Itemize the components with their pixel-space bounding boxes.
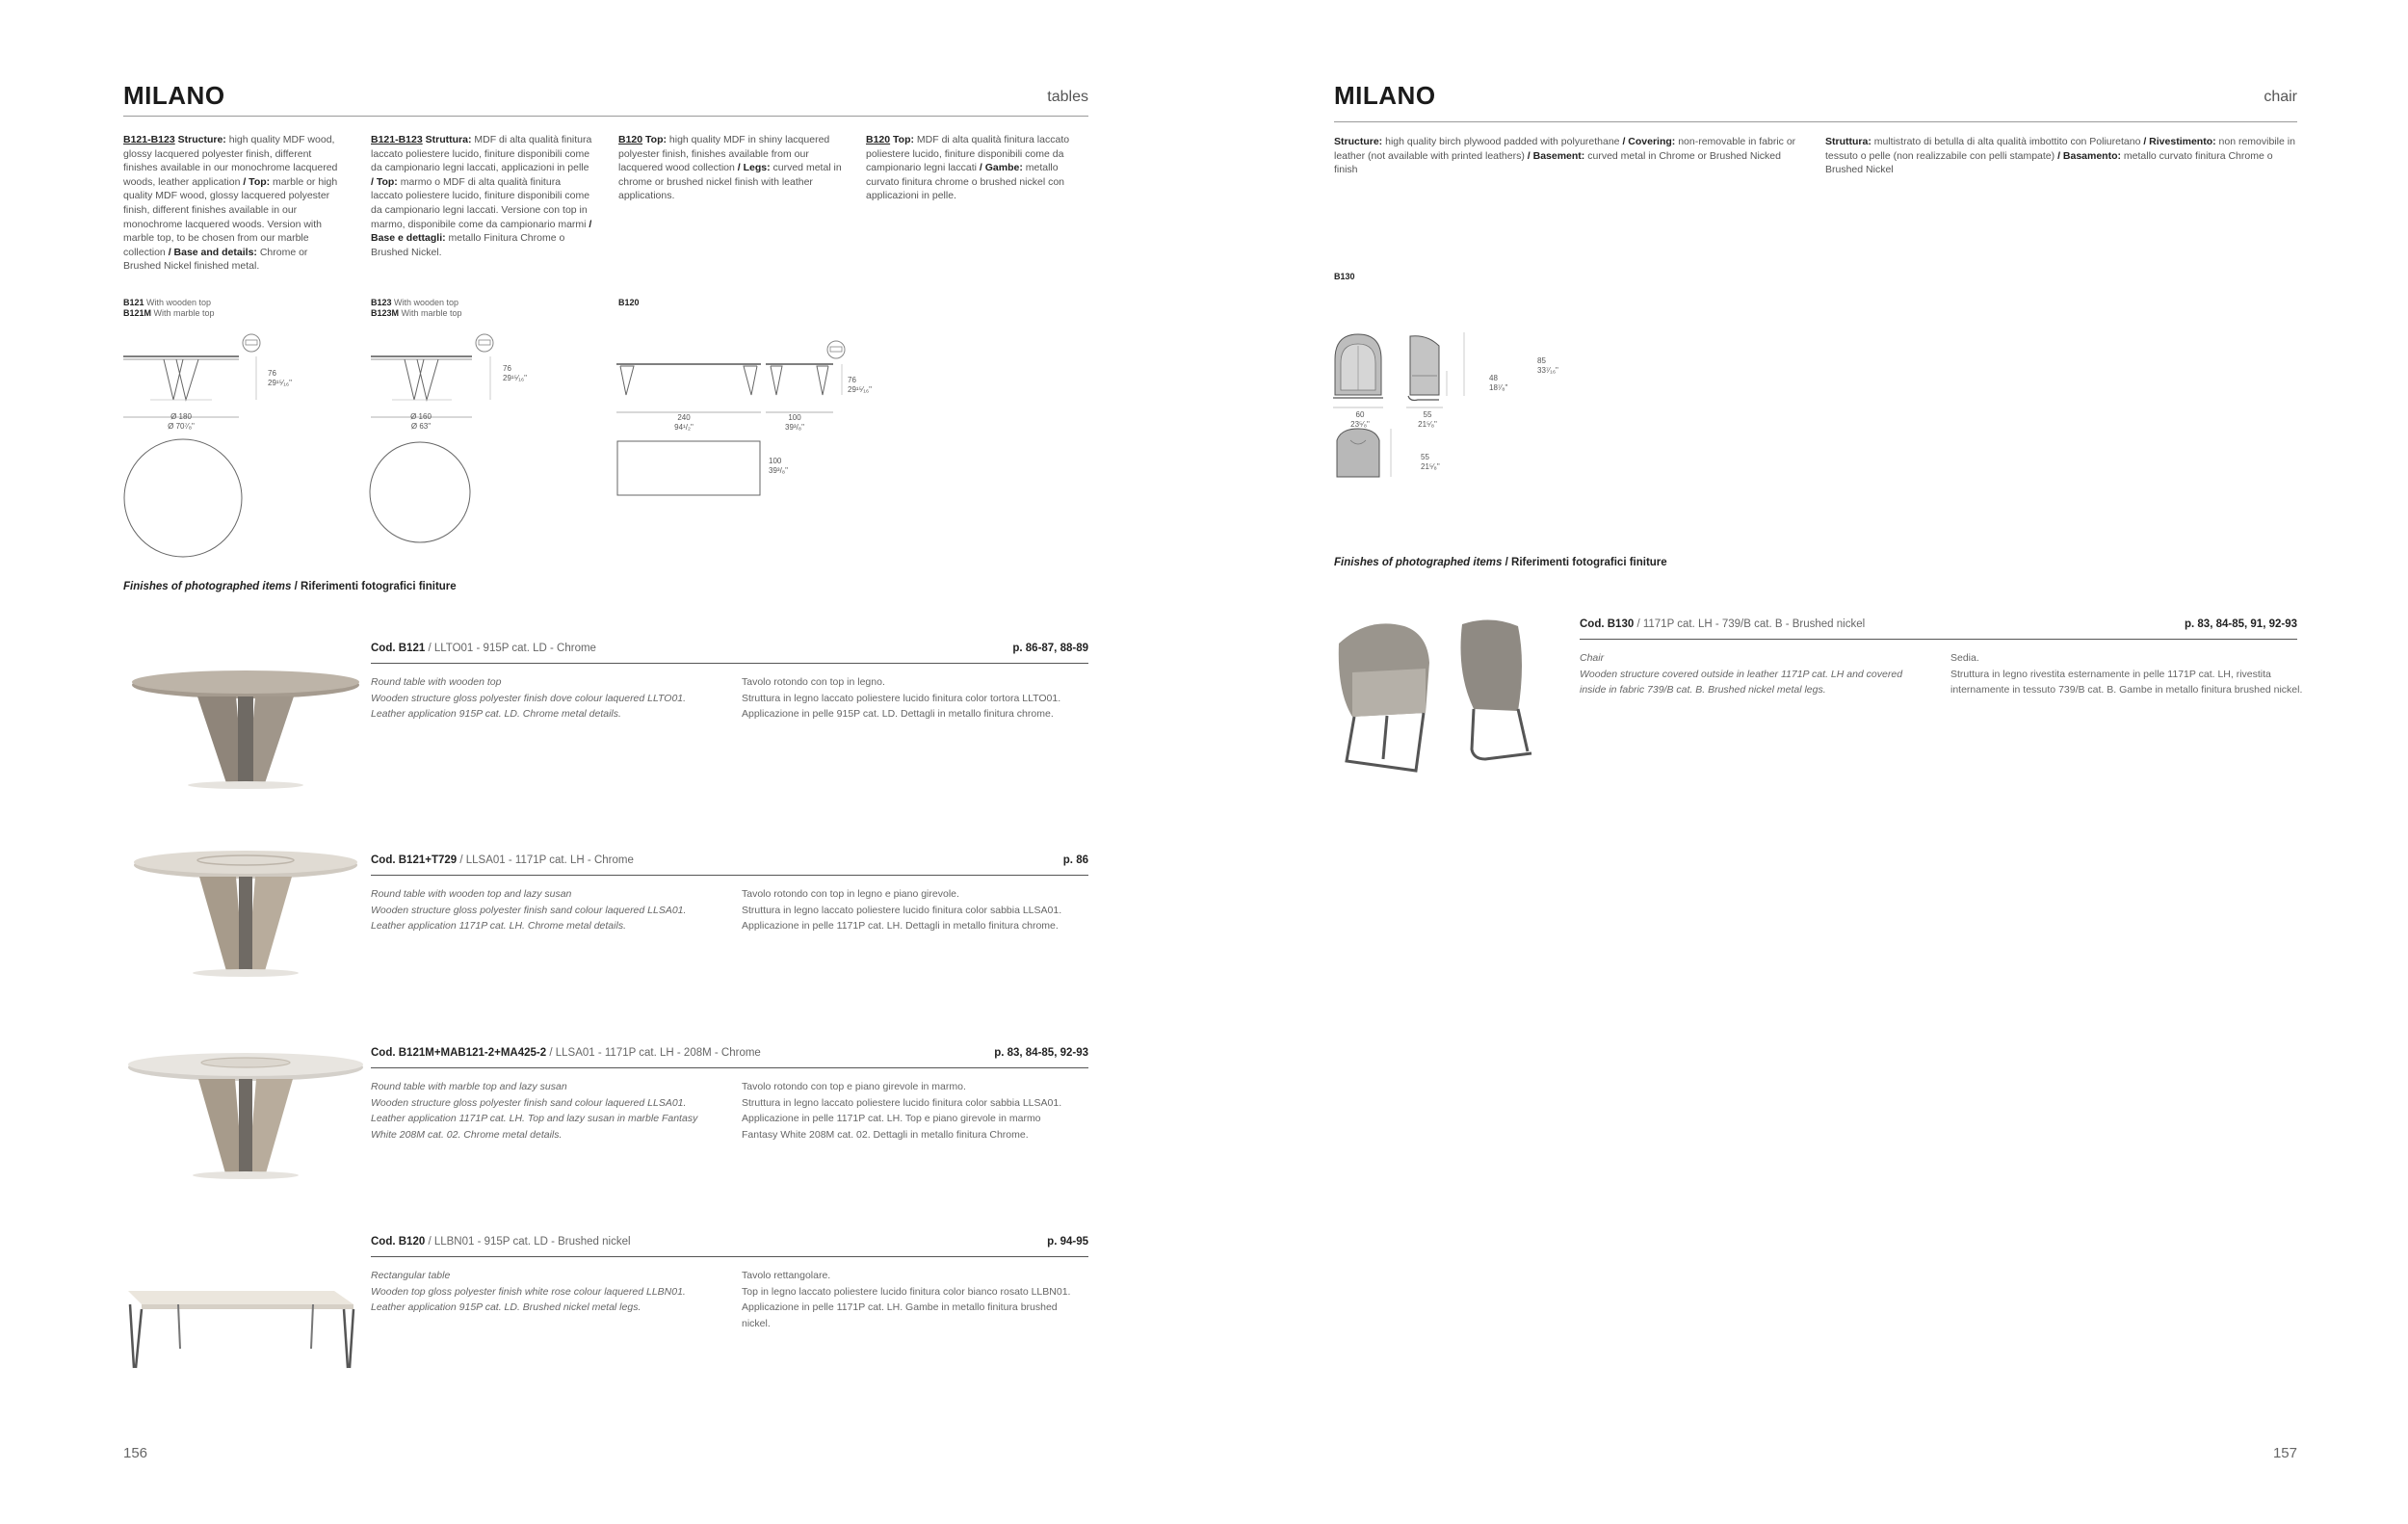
left-page-number: 156 <box>123 1445 148 1461</box>
b121-diameter-dim: Ø 180 Ø 70⁷⁄₈" <box>168 412 195 431</box>
b130-seat-dim: 48 18⁷⁄₈" <box>1489 374 1508 392</box>
b123-diameter-dim: Ø 160 Ø 63" <box>410 412 432 431</box>
item3-it: Tavolo rotondo con top e piano girevole in marmo. Struttura in legno laccato poliestere lucido finitura color sabbia LLSA01. Applicazione in pelle 1171P cat. LH. Top e piano girevole in marmo Fantasy White 208M cat. 02. Dettagli in metallo finitura Chrome. <box>742 1081 1062 1141</box>
right-header-rule <box>1334 121 2297 122</box>
b120-topview-depth-dim: 100 39³/₈" <box>769 457 788 475</box>
right-desc-col1: Structure: high quality birch plywood padded with polyurethane / Covering: non-removable in fabric or leather (not available with printed leathers) / Basement: curved metal in Chrome or Brushed Nicked finish <box>1334 136 1796 176</box>
b120-depth-dim: 100 39³/₈" <box>785 413 804 432</box>
left-desc-col4: B120 Top: MDF di alta qualità finitura laccato poliestere lucido, finiture disponibili come da campionario legni laccati / Gambe: metallo curvato finitura chrome o brushed nickel con applicazioni in pelle. <box>866 134 1070 202</box>
item2-it: Tavolo rotondo con top in legno e piano girevole. Struttura in legno laccato poliestere lucido finitura color sabbia LLSA01. Applicazione in pelle 1171P cat. LH. Dettagli in metallo finitura chrome. <box>742 888 1062 932</box>
right-section-label: chair <box>2264 89 2297 105</box>
item2-en: Round table with wooden top and lazy susan Wooden structure gloss polyester finish sand colour laquered LLSA01. Leather application 1171P cat. LH. Chrome metal details. <box>371 888 687 932</box>
left-desc-col1: B121-B123 Structure: high quality MDF wood, glossy lacquered polyester finish, different finishes available in our monochrome lacquered woods, leather application / Top: marble or high quality MDF wood, glossy lacquered polyester finish, different finishes available in our monochrome lacquered woods. Version with marble top, to be chosen from our marble collection / Base and details: Chrome or Brushed Nickel finished metal. <box>123 134 338 273</box>
b123-label: B123 With wooden top B123M With marble top <box>371 298 462 318</box>
b123-top-view <box>369 441 473 545</box>
item2-rule <box>371 875 1088 876</box>
right-finishes-heading: Finishes of photographed items / Riferimenti fotografici finiture <box>1334 557 1667 568</box>
item4-pages: p. 94-95 <box>1047 1236 1088 1248</box>
b121-height-dim: 76 29¹⁵⁄₁₆" <box>268 369 292 387</box>
b130-item-rule <box>1580 639 2297 640</box>
b130-item-code: Cod. B130 / 1171P cat. LH - 739/B cat. B - Brushed nickel <box>1580 618 1866 630</box>
b120-label: B120 <box>618 298 640 307</box>
left-page-title: MILANO <box>123 81 225 110</box>
b130-item-en: Chair Wooden structure covered outside in leather 1171P cat. LH and covered inside in fabric 739/B cat. B. Brushed nickel metal legs. <box>1580 652 1903 696</box>
item3-marble-table-image <box>125 1050 366 1185</box>
b130-item-pages: p. 83, 84-85, 91, 92-93 <box>2185 618 2297 630</box>
item2-code: Cod. B121+T729 / LLSA01 - 1171P cat. LH - Chrome <box>371 854 634 866</box>
item4-it: Tavolo rettangolare. Top in legno laccato poliestere lucido finitura color bianco rosato LLBN01. Applicazione in pelle 1171P cat. LH. Gambe in metallo finitura brushed nickel. <box>742 1270 1071 1329</box>
item1-en: Round table with wooden top Wooden structure gloss polyester finish dove colour laquered LLTO01. Leather application 915P cat. LD. Chrome metal details. <box>371 676 687 720</box>
left-finishes-heading: Finishes of photographed items / Riferimenti fotografici finiture <box>123 581 457 592</box>
b121-top-view <box>123 438 245 560</box>
b130-depth2-dim: 55 21⁵⁄₈" <box>1421 453 1440 471</box>
item3-code: Cod. B121M+MAB121-2+MA425-2 / LLSA01 - 1171P cat. LH - 208M - Chrome <box>371 1047 761 1059</box>
item4-rectangular-table-image <box>120 1272 361 1378</box>
b130-item-it: Sedia. Struttura in legno rivestita esternamente in pelle 1171P cat. LH, rivestita internamente in tessuto 739/B cat. B. Gambe in metallo finitura brushed nickel. <box>1950 652 2303 696</box>
item1-it: Tavolo rotondo con top in legno. Struttura in legno laccato poliestere lucido finitura color tortora LLTO01. Applicazione in pelle 915P cat. LD. Dettagli in metallo finitura chrome. <box>742 676 1061 720</box>
item4-code: Cod. B120 / LLBN01 - 915P cat. LD - Brushed nickel <box>371 1236 631 1248</box>
b123-height-dim: 76 29¹⁵⁄₁₆" <box>503 364 527 382</box>
right-desc-col2: Struttura: multistrato di betulla di alta qualità imbottito con Poliuretano / Rivestimento: non removibile in tessuto o pelle (non realizzabile con pelli stampate) / Basamento: metallo curvato finitura Chrome o Brushed Nickel <box>1825 136 2295 176</box>
left-desc-col3: B120 Top: high quality MDF in shiny lacquered polyester finish, finishes available from our lacquered wood collection / Legs: curved metal in chrome or brushed nickel finish with leather applications. <box>618 134 842 202</box>
b130-depth-dim: 55 21⁵⁄₈" <box>1418 410 1437 429</box>
b130-chair-photos <box>1329 605 1580 788</box>
left-section-label: tables <box>1047 89 1088 105</box>
item4-rule <box>371 1256 1088 1257</box>
item4-en: Rectangular table Wooden top gloss polyester finish white rose colour laquered LLBN01. Leather application 915P cat. LD. Brushed nickel metal legs. <box>371 1270 686 1313</box>
item1-code: Cod. B121 / LLTO01 - 915P cat. LD - Chrome <box>371 643 596 654</box>
item1-round-table-image <box>130 668 361 793</box>
b120-height-dim: 76 29¹⁵⁄₁₆" <box>848 376 872 394</box>
item1-pages: p. 86-87, 88-89 <box>1012 643 1088 654</box>
b130-label: B130 <box>1334 272 1355 281</box>
b130-height-dim: 85 33⁷⁄₁₆" <box>1537 356 1558 375</box>
item2-pages: p. 86 <box>1062 854 1088 866</box>
item3-pages: p. 83, 84-85, 92-93 <box>994 1047 1088 1059</box>
left-desc-col2: B121-B123 Struttura: MDF di alta qualità finitura laccato poliestere lucido, finiture disponibili come da campionario legni laccati, applicazioni in pelle / Top: marmo o MDF di alta qualità finitura laccato poliestere lucido, finiture disponibili come da campionario legni laccati. Versione con top in marmo, disponibile come da campionario marmi / Base e dettagli: metallo Finitura Chrome o Brushed Nickel. <box>371 134 592 258</box>
item3-rule <box>371 1067 1088 1068</box>
right-page-title: MILANO <box>1334 81 1436 110</box>
b120-width-dim: 240 94¹/₂" <box>674 413 694 432</box>
b121-label: B121 With wooden top B121M With marble top <box>123 298 215 318</box>
item2-round-table-lazy-susan-image <box>130 848 361 983</box>
left-header-rule <box>123 116 1088 117</box>
b130-width-dim: 60 23⁵⁄₈" <box>1350 410 1370 429</box>
item1-rule <box>371 663 1088 664</box>
right-page-number: 157 <box>2272 1445 2297 1461</box>
item3-en: Round table with marble top and lazy susan Wooden structure gloss polyester finish sand colour laquered LLSA01. Leather application 1171P cat. LH. Top and lazy susan in marble Fantasy White 208M cat. 02. Chrome metal details. <box>371 1081 698 1141</box>
